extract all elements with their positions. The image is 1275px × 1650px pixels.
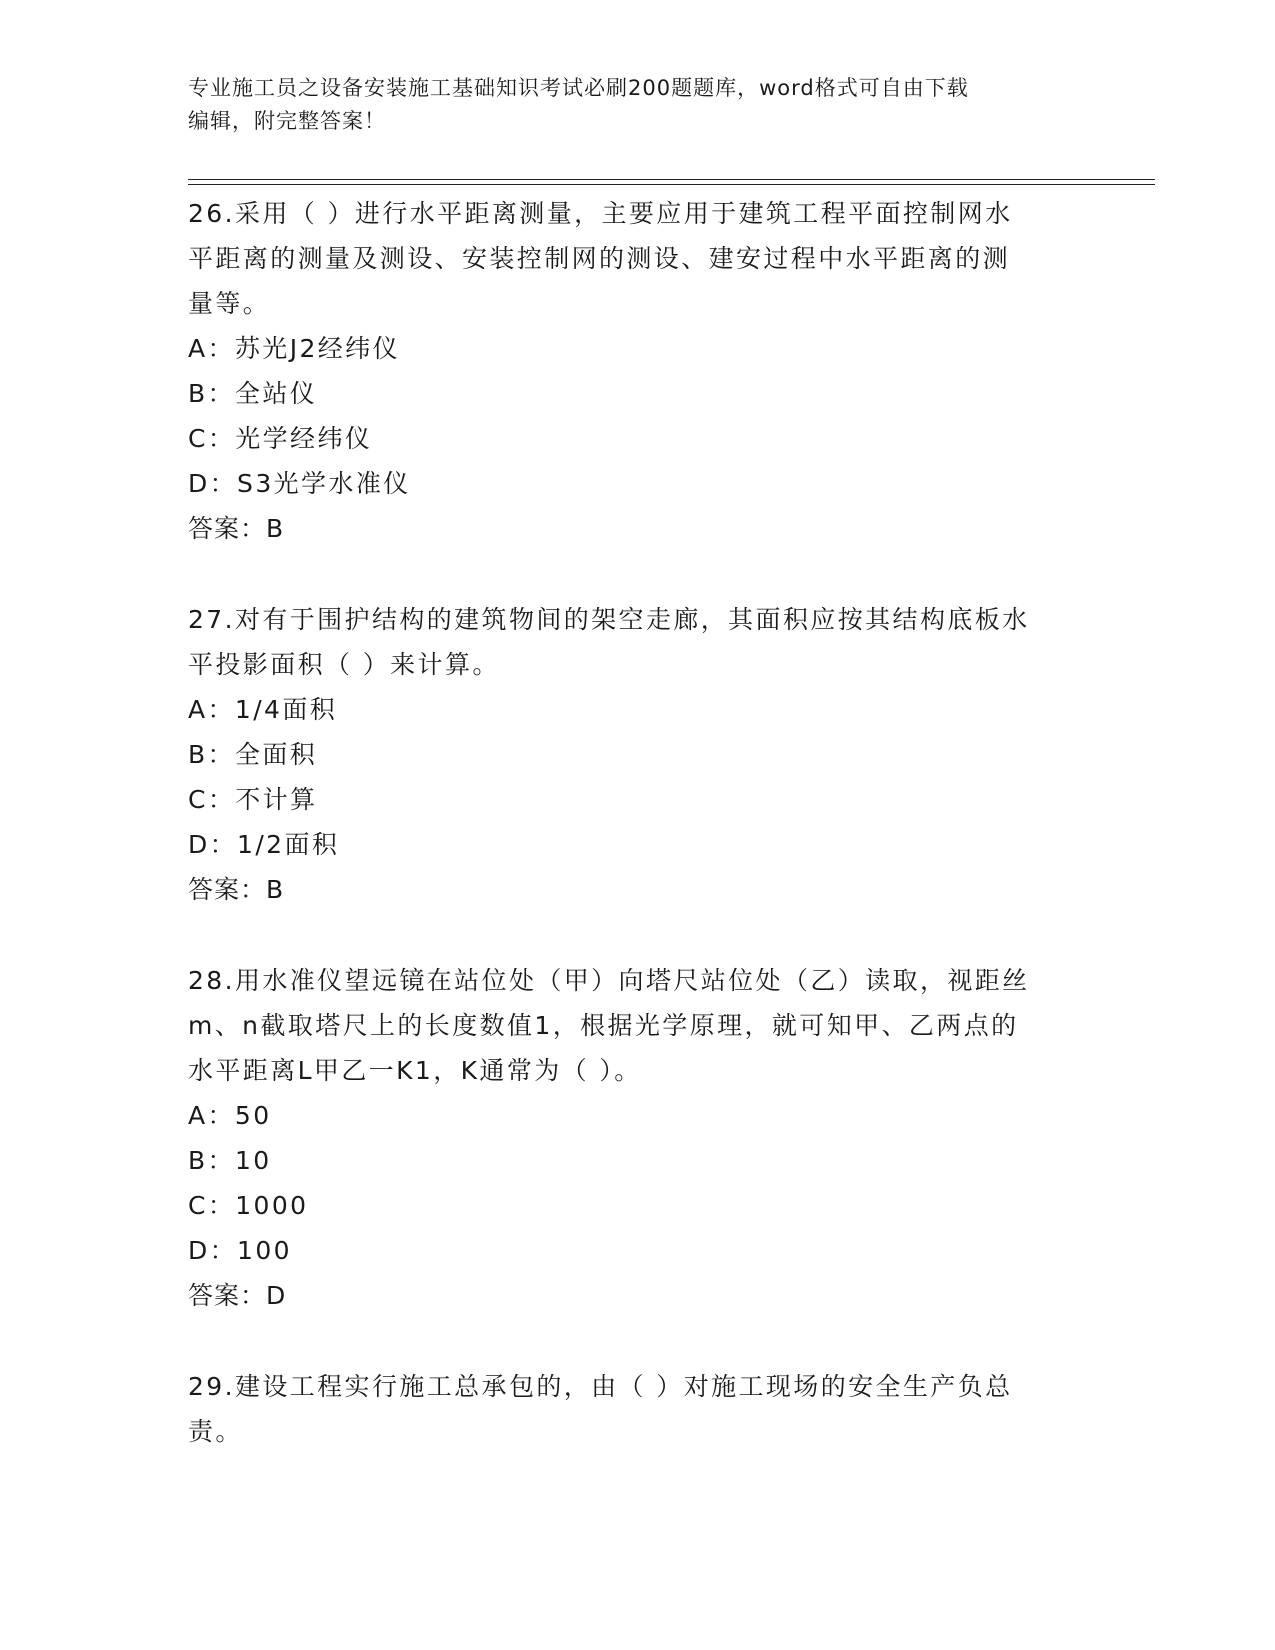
question-stem-line: 29.建设工程实行施工总承包的，由（ ）对施工现场的安全生产负总 — [188, 1372, 1013, 1401]
answer: 答案：D — [188, 1281, 287, 1310]
option-d: D：100 — [188, 1236, 292, 1265]
option-b: B：全面积 — [188, 740, 318, 769]
option-b: B：10 — [188, 1146, 272, 1175]
header-line-2: 编辑，附完整答案！ — [188, 109, 386, 133]
question-stem-line: 责。 — [188, 1417, 243, 1446]
question-list — [188, 191, 1088, 1454]
spacer — [188, 912, 1088, 958]
question-27 — [188, 597, 1088, 912]
question-stem-line: 27.对有于围护结构的建筑物间的架空走廊，其面积应按其结构底板水 — [188, 605, 1030, 634]
option-d: D：1/2面积 — [188, 830, 340, 859]
header-line-1: 专业施工员之设备安装施工基础知识考试必刷200题题库，word格式可自由下载 — [188, 76, 969, 100]
answer: 答案：B — [188, 514, 285, 543]
question-stem-line: 平投影面积（ ）来计算。 — [188, 650, 500, 679]
option-c: C：光学经纬仪 — [188, 424, 373, 453]
question-stem-line: m、n截取塔尺上的长度数值1，根据光学原理，就可知甲、乙两点的 — [188, 1011, 1019, 1040]
question-stem-line: 量等。 — [188, 289, 271, 318]
header-divider-top — [188, 179, 1155, 180]
question-26 — [188, 191, 1088, 551]
question-stem-line: 28.用水准仪望远镜在站位处（甲）向塔尺站位处（乙）读取，视距丝 — [188, 966, 1030, 995]
question-29 — [188, 1364, 1088, 1454]
answer: 答案：B — [188, 875, 285, 904]
question-stem-line: 平距离的测量及测设、安装控制网的测设、建安过程中水平距离的测 — [188, 244, 1011, 273]
document-header — [188, 72, 1088, 138]
option-c: C：1000 — [188, 1191, 309, 1220]
spacer — [188, 551, 1088, 597]
question-stem-line: 水平距离L甲乙一K1，K通常为（ ）。 — [188, 1056, 642, 1085]
option-b: B：全站仪 — [188, 379, 318, 408]
option-a: A：苏光J2经纬仪 — [188, 334, 400, 363]
option-c: C：不计算 — [188, 785, 318, 814]
option-a: A：1/4面积 — [188, 695, 338, 724]
header-divider-bottom — [188, 184, 1155, 185]
option-d: D：S3光学水准仪 — [188, 469, 411, 498]
spacer — [188, 1318, 1088, 1364]
question-28 — [188, 958, 1088, 1318]
question-stem-line: 26.采用（ ）进行水平距离测量，主要应用于建筑工程平面控制网水 — [188, 199, 1013, 228]
option-a: A：50 — [188, 1101, 272, 1130]
